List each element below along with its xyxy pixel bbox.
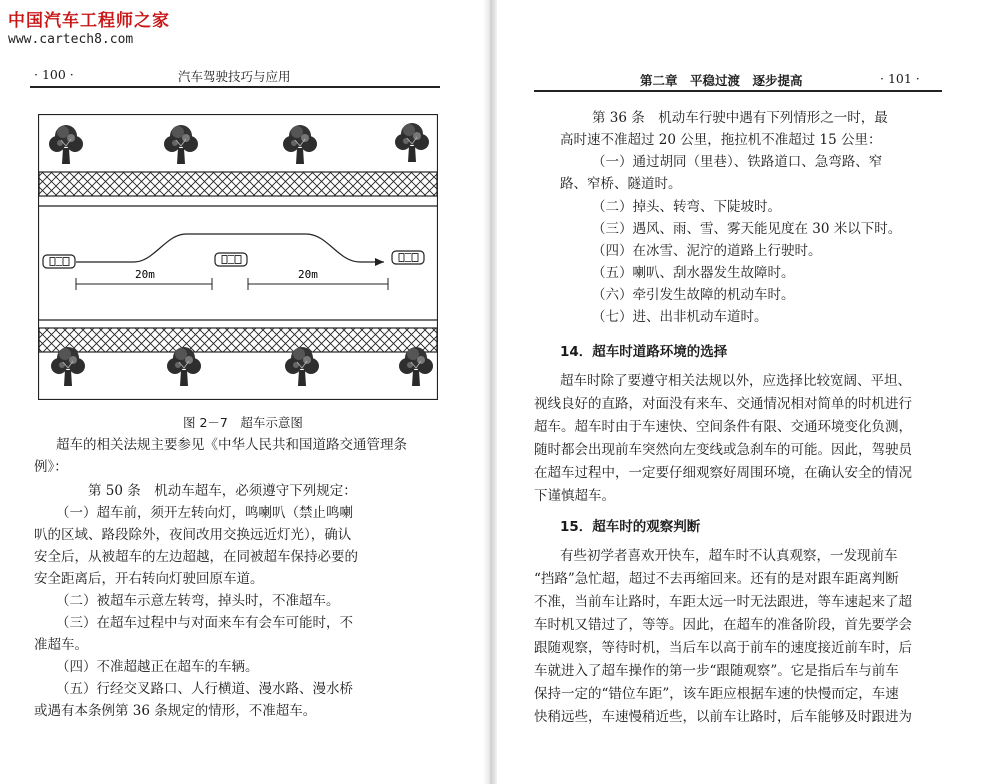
- article-50-line: 或遇有本条例第 36 条规定的情形，不准超车。: [34, 703, 317, 719]
- intro-line: 超车的相关法规主要参见《中华人民共和国道路交通管理条: [56, 437, 407, 453]
- left-header-rule: [30, 86, 440, 88]
- section-15-line: 有些初学者喜欢开快车，超车时不认真观察，一发现前车: [560, 548, 898, 564]
- section-15-heading: 15．超车时的观察判断: [560, 519, 701, 535]
- figure-caption: 图 2－7 超车示意图: [183, 415, 303, 430]
- article-36-line: （二）掉头、转弯、下陡坡时。: [592, 199, 781, 215]
- section-15-line: 快稍远些，车速慢稍近些，以前车让路时，后车能够及时跟进为: [534, 709, 912, 725]
- right-running-title: 第二章 平稳过渡 逐步提高: [640, 73, 803, 88]
- distance-label-2: 20m: [298, 268, 318, 281]
- right-page-number: · 101 ·: [880, 71, 920, 86]
- book-gutter: [483, 0, 497, 784]
- section-14-line: 超车时除了要遵守相关法规以外，应选择比较宽阔、平坦、: [560, 373, 911, 389]
- front-car-icon: [215, 253, 247, 266]
- section-15-line: 保持一定的“错位车距”，该车距应根据车速的快慢而定，车速: [534, 686, 899, 702]
- left-page-number: · 100 ·: [34, 67, 74, 82]
- article-50-line: 安全后，从被超车的左边超越，在同被超车保持必要的: [34, 549, 358, 565]
- rear-car-icon: [43, 255, 75, 268]
- article-36-line: （三）遇风、雨、雪、雾天能见度在 30 米以下时。: [592, 221, 902, 237]
- article-36-line: （四）在冰雪、泥泞的道路上行驶时。: [592, 243, 822, 259]
- article-50-line: （四）不准超越正在超车的车辆。: [56, 659, 259, 675]
- watermark-title: 中国汽车工程师之家: [8, 11, 170, 31]
- watermark-url: www.cartech8.com: [8, 32, 134, 47]
- section-14-line: 在超车过程中，一定要仔细观察好周围环境，在确认安全的情况: [534, 465, 912, 481]
- bottom-median-strip: [39, 328, 437, 352]
- top-median-strip: [39, 172, 437, 196]
- section-14-line: 下谨慎超车。: [534, 488, 615, 504]
- article-36-line: （一）通过胡同（里巷）、铁路道口、急弯路、窄: [592, 154, 883, 170]
- left-running-title: 汽车驾驶技巧与应用: [178, 69, 291, 84]
- article-50-line: 叭的区域、路段除外，夜间改用交换远近灯光），确认: [34, 527, 352, 543]
- article-36-line: 路、窄桥、隧道时。: [560, 176, 682, 192]
- article-50-line: 准超车。: [34, 637, 88, 653]
- article-36-line: （五）喇叭、刮水器发生故障时。: [592, 265, 795, 281]
- overtaking-diagram: [38, 114, 438, 400]
- article-50-line: 安全距离后，开右转向灯驶回原车道。: [34, 571, 264, 587]
- section-15-line: 车就进入了超车操作的第一步“跟随观察”。它是指后车与前车: [534, 663, 899, 679]
- article-50-line: （二）被超车示意左转弯，掉头时，不准超车。: [56, 593, 340, 609]
- intro-line: 例》：: [34, 459, 68, 475]
- section-14-line: 视线良好的直路，对面没有来车、交通情况相对简单的时机进行: [534, 396, 912, 412]
- section-15-line: 不准，当前车让路时，车距太远一时无法跟进，等车速起来了超: [534, 594, 912, 610]
- article-50-line: （五）行经交叉路口、人行横道、漫水路、漫水桥: [56, 681, 353, 697]
- article-50-line: （三）在超车过程中与对面来车有会车可能时，不: [56, 615, 353, 631]
- article-36-line: 第 36 条 机动车行驶中遇有下列情形之一时，最: [592, 110, 888, 126]
- distance-label-1: 20m: [135, 268, 155, 281]
- article-36-line: 高时速不准超过 20 公里，拖拉机不准超过 15 公里：: [560, 132, 882, 148]
- overtaking-car-icon: [392, 251, 424, 264]
- section-15-line: 车时机又错过了，等等。因此，在超车的准备阶段，首先要学会: [534, 617, 912, 633]
- article-36-line: （六）牵引发生故障的机动车时。: [592, 287, 795, 303]
- section-14-line: 超车。超车时由于车速快、空间条件有限、交通环境变化负测，: [534, 419, 912, 435]
- section-15-line: 跟随观察，等待时机，当后车以高于前车的速度接近前车时，后: [534, 640, 912, 656]
- right-header-rule: [534, 90, 942, 92]
- article-50-line: 第 50 条 机动车超车，必须遵守下列规定：: [88, 483, 357, 499]
- section-15-line: “挡路”急忙超，超过不去再缩回来。还有的是对跟车距离判断: [534, 571, 899, 587]
- article-50-line: （一）超车前，须开左转向灯，鸣喇叭（禁止鸣喇: [56, 505, 353, 521]
- section-14-heading: 14．超车时道路环境的选择: [560, 344, 728, 360]
- article-36-line: （七）进、出非机动车道时。: [592, 309, 768, 325]
- section-14-line: 随时都会出现前车突然向左变线或急刹车的可能。因此，驾驶员: [534, 442, 912, 458]
